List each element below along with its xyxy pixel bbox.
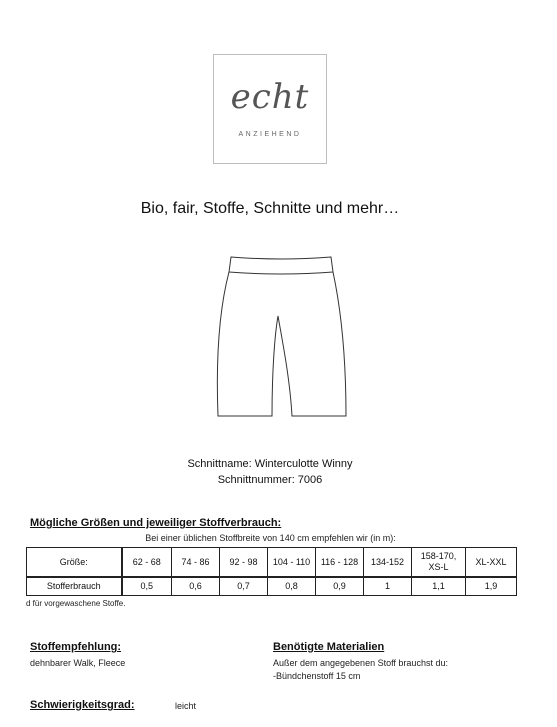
pattern-number: Schnittnummer: 7006 [217, 474, 323, 486]
logo [213, 54, 327, 164]
row-header-size: Größe: [27, 548, 122, 578]
consumption-cell: 1 [364, 577, 412, 596]
materials-title: Benötigte Materialien [273, 641, 385, 653]
size-row [27, 548, 517, 578]
fabric-title: Stoffempfehlung: [30, 641, 122, 653]
logo-wordmark: echt [230, 77, 310, 117]
materials-line-2: -Bündchenstoff 15 cm [273, 671, 361, 681]
pattern-name: Schnittname: Winterculotte Winny [187, 458, 353, 470]
culotte-illustration [214, 254, 348, 424]
difficulty-title: Schwierigkeitsgrad: [30, 699, 135, 711]
consumption-cell: 0,9 [316, 577, 364, 596]
size-cell: XL-XXL [466, 548, 517, 578]
logo-subtitle: ANZIEHEND [238, 131, 302, 138]
size-cell: 134-152 [364, 548, 412, 578]
consumption-cell: 0,5 [122, 577, 172, 596]
table-footnote: d für vorgewaschene Stoffe. [26, 599, 126, 608]
row-header-consumption: Stofferbrauch [27, 577, 122, 596]
consumption-cell: 1,9 [466, 577, 517, 596]
difficulty-value: leicht [175, 701, 197, 711]
size-cell: 116 - 128 [316, 548, 364, 578]
fabric-text: dehnbarer Walk, Fleece [30, 658, 126, 668]
materials-line-1: Außer dem angegebenen Stoff brauchst du: [273, 658, 448, 668]
tagline: Bio, fair, Stoffe, Schnitte und mehr… [140, 200, 400, 217]
consumption-cell: 0,7 [220, 577, 268, 596]
size-cell: 104 - 110 [268, 548, 316, 578]
size-cell: 62 - 68 [122, 548, 172, 578]
size-table [26, 547, 517, 596]
consumption-row [27, 577, 517, 596]
size-cell: 92 - 98 [220, 548, 268, 578]
consumption-cell: 0,6 [172, 577, 220, 596]
size-cell: 74 - 86 [172, 548, 220, 578]
fabric-width-note: Bei einer üblichen Stoffbreite von 140 cm empfehlen wir (in m): [145, 533, 396, 543]
consumption-cell: 1,1 [412, 577, 466, 596]
sizes-title: Mögliche Größen und jeweiliger Stoffverbrauch: [30, 517, 282, 529]
consumption-cell: 0,8 [268, 577, 316, 596]
pattern-info [0, 456, 540, 488]
size-cell: 158-170, XS-L [412, 548, 466, 578]
